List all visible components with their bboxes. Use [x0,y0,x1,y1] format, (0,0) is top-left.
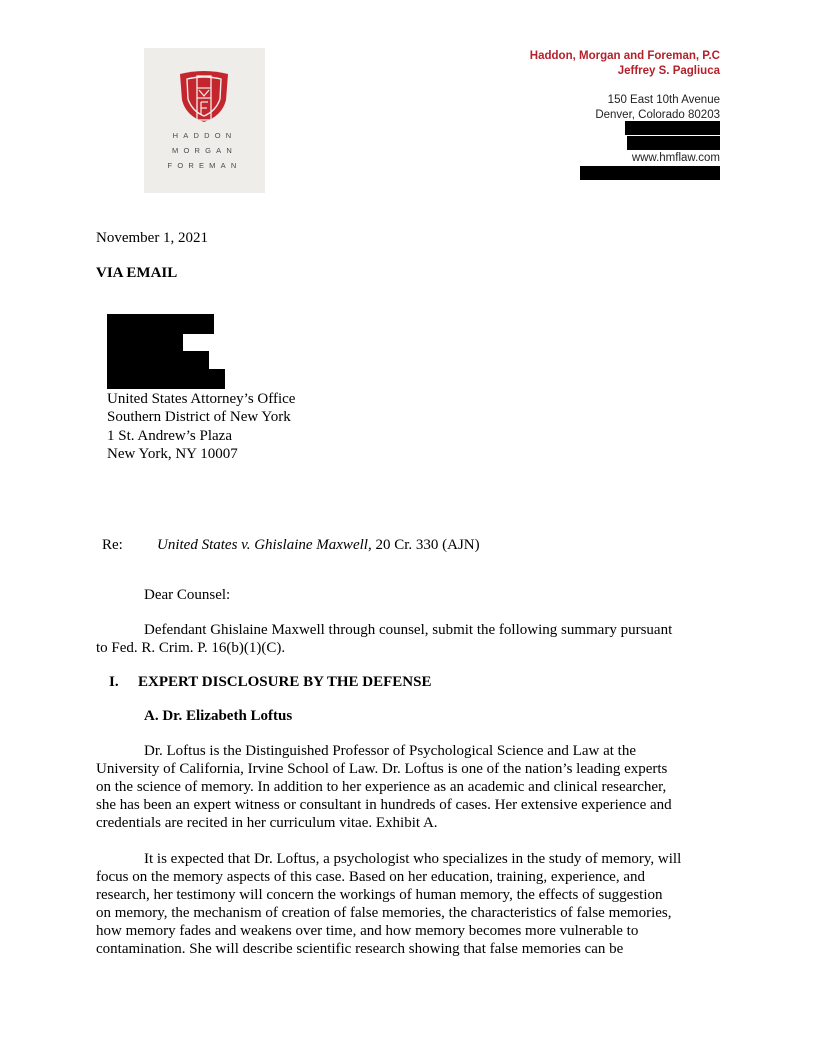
recipient-district: Southern District of New York [107,409,291,425]
para-2-line: research, her testimony will concern the workings of human memory, the effects of suggestion [96,887,663,903]
section-number: I. [109,674,119,690]
redaction-fax [627,136,720,150]
para-2-line: focus on the memory aspects of this case. Based on her education, training, experience, and [96,869,645,885]
intro-line-1: Defendant Ghislaine Maxwell through counsel, submit the following summary pursuant [144,622,673,638]
re-subject [157,536,480,554]
logo-line-foreman: FOREMAN [167,161,242,170]
logo-line-haddon: HADDON [172,131,237,140]
para-2-line: how memory fades and weakens over time, and how memory becomes more vulnerable to [96,923,639,939]
letter-date: November 1, 2021 [96,230,209,246]
redaction-recipient-2 [107,333,183,353]
para-1-line: she has been an expert witness or consultant in hundreds of cases. Her extensive experience and [96,797,672,813]
recipient-city: New York, NY 10007 [107,446,238,462]
redaction-recipient-3 [107,351,209,371]
recipient-street: 1 St. Andrew’s Plaza [107,428,232,444]
firm-name: Haddon, Morgan and Foreman, P.C [529,50,720,62]
recipient-office: United States Attorney’s Office [107,391,296,407]
para-1-line: on the science of memory. In addition to her experience as an academic and clinical researcher, [96,779,667,795]
attorney-name: Jeffrey S. Pagliuca [617,65,720,77]
redaction-recipient-4 [107,369,225,389]
salutation: Dear Counsel: [144,587,231,603]
subsection-heading: A. Dr. Elizabeth Loftus [144,708,293,724]
para-1-line: University of California, Irvine School of Law. Dr. Loftus is one of the nation’s leading experts [96,761,668,777]
intro-line-2: to Fed. R. Crim. P. 16(b)(1)(C). [96,640,286,656]
para-2-line: It is expected that Dr. Loftus, a psychologist who specializes in the study of memory, will [144,851,682,867]
redaction-phone [625,121,720,135]
case-citation: , 20 Cr. 330 (AJN) [367,537,480,553]
case-name: United States v. Ghislaine Maxwell [157,537,368,553]
redaction-recipient-1 [107,314,214,334]
delivery-method: VIA EMAIL [96,265,178,281]
website[interactable]: www.hmflaw.com [631,152,720,164]
para-2-line: on memory, the mechanism of creation of false memories, the characteristics of false memories, [96,905,672,921]
re-label: Re: [102,537,123,553]
para-1-line: credentials are recited in her curriculum vitae. Exhibit A. [96,815,438,831]
section-heading: EXPERT DISCLOSURE BY THE DEFENSE [138,674,432,690]
para-1-line: Dr. Loftus is the Distinguished Professor of Psychological Science and Law at the [144,743,636,759]
city-address: Denver, Colorado 80203 [595,109,720,121]
para-2-line: contamination. She will describe scientific research showing that false memories can be [96,941,624,957]
firm-logo [144,48,265,193]
logo-line-morgan: MORGAN [172,146,237,155]
shield-icon [178,70,230,124]
redaction-email [580,166,720,180]
street-address: 150 East 10th Avenue [607,94,720,106]
